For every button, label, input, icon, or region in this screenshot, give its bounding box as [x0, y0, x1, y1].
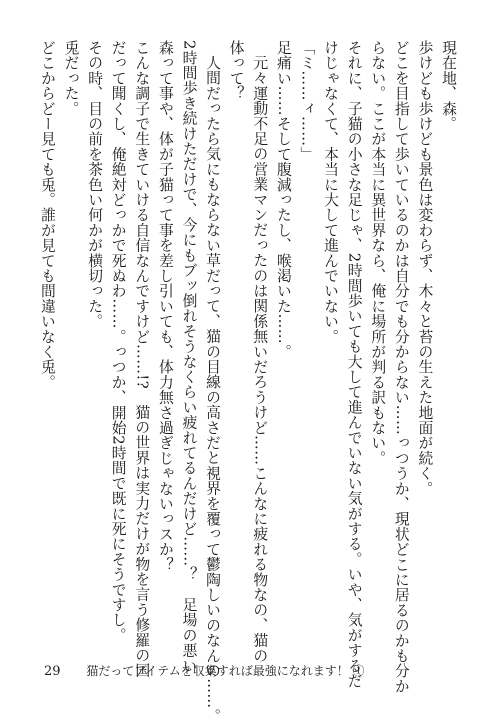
text-line: だって聞くし、俺絶対どっかで死ぬわ……。っつか、開始2時間で既に死にそうですし。 [109, 40, 127, 643]
page-number: 29 [44, 664, 61, 679]
text-line: どこを目指して歩いているのかは自分でも分からない……っつうか、現状どこに居るのかも分か [392, 40, 410, 694]
text-line: 人間だったら気にもならない草だって、猫の目線の高さだと視界を覆って鬱陶しいのなんの……。 [204, 54, 222, 724]
text-line: 歩けども歩けども景色は変わらず、木々と苔の生えた地面が続く。 [416, 40, 434, 496]
book-title: 猫だってアイテムを収集すれば最強になれます！ ① [86, 664, 365, 678]
text-line: それに、子猫の小さな足じゃ、2時間歩いても大して進んでいない気がする。いや、気がするだ [345, 40, 363, 689]
text-line: 森って事や、体が子猫って事を差し引いても、体力無さ過ぎじゃないっスか？ [156, 40, 174, 572]
text-line: 元々運動不足の営業マンだったのは関係無いだろうけど……こんなに疲れる物なの、猫の [251, 54, 269, 663]
dialogue-line: 「ミ……ィ……」 [298, 40, 316, 162]
text-line: その時、目の前を茶色い何かが横切った。 [86, 40, 104, 329]
text-line: こんな調子で生きていける自信なんですけど……!? 猫の世界は実力だけが物を言う修羅の国 [133, 40, 151, 678]
text-line: 足痛い……そして腹減ったし、喉渇いた……。 [274, 40, 292, 360]
text-line: 現在地、森。 [440, 40, 457, 132]
text-line: けじゃなくて、本当に大して進んでいない。 [322, 40, 340, 344]
text-line: らない。ここが本当に異世界なら、俺に場所が判る訳もない。 [369, 40, 387, 466]
text-line: 兎だった。 [62, 40, 80, 116]
text-line: 体って？ [227, 40, 245, 101]
text-line: どこからどー見ても兎。誰が見ても間違いなく兎。 [38, 40, 56, 390]
page-footer [44, 662, 365, 679]
text-line: 2時間歩き続けただけで、今にもブッ倒れそうなくらい疲れてるんだけど……？ 足場の悪い [180, 40, 198, 674]
